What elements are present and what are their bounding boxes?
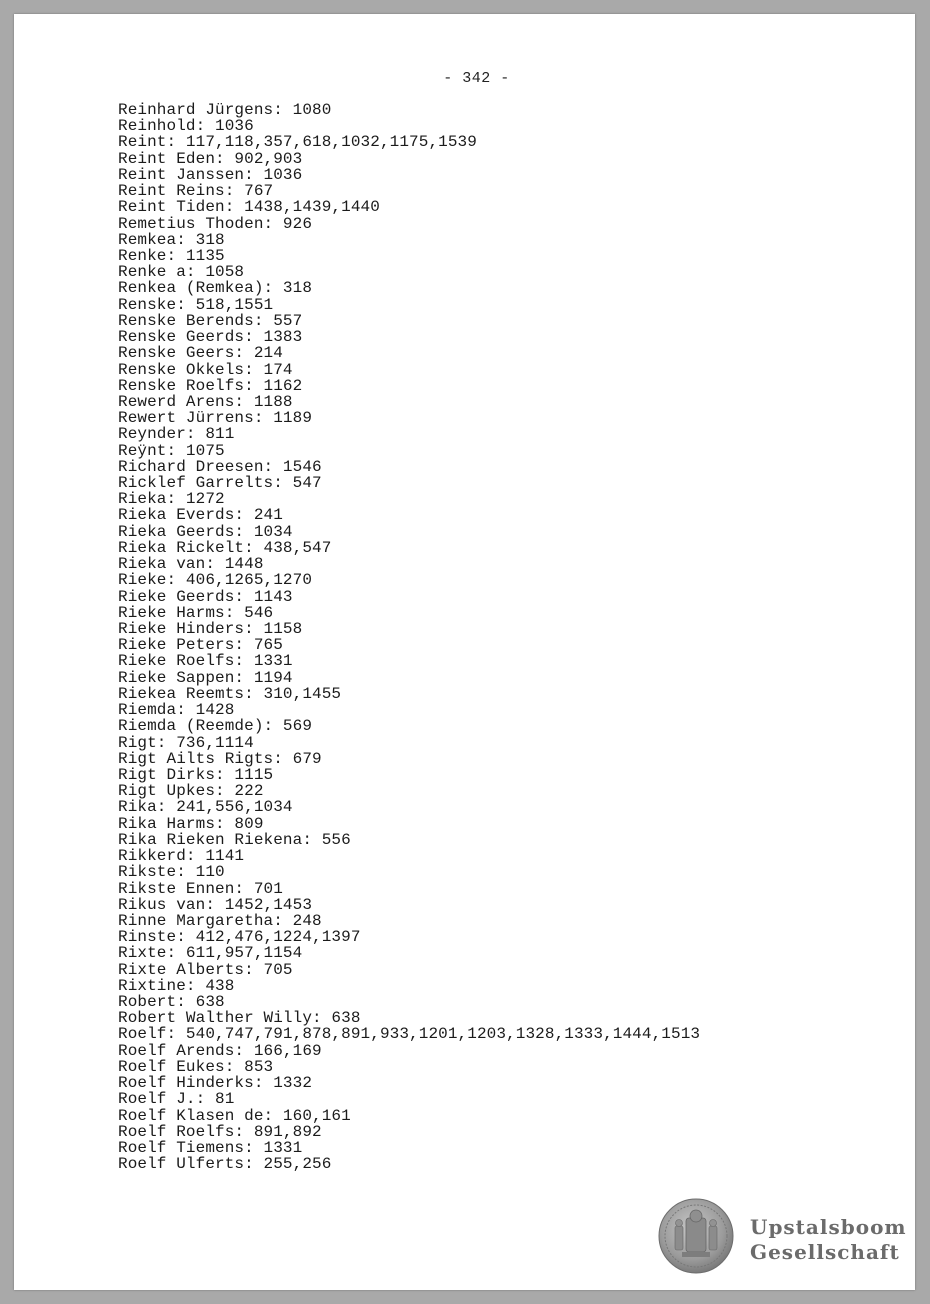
index-entry: Remkea: 318 — [118, 230, 225, 249]
index-entry: Roelf J.: 81 — [118, 1090, 235, 1109]
index-entry: Rewerd Arens: 1188 — [118, 392, 293, 411]
index-entry: Rieka Rickelt: 438,547 — [118, 538, 332, 557]
index-entry: Rika: 241,556,1034 — [118, 798, 293, 817]
page-number: - 342 - — [443, 70, 510, 87]
index-entry: Reint: 117,118,357,618,1032,1175,1539 — [118, 133, 477, 152]
index-entry: Rieke Hinders: 1158 — [118, 620, 303, 638]
index-entry: Reynder: 811 — [118, 425, 235, 444]
index-entry: Roelf: 540,747,791,878,891,933,1201,1203,1328,1333,1444,1513 — [118, 1025, 701, 1044]
index-entry: Reint Tiden: 1438,1439,1440 — [118, 198, 380, 217]
index-entry: Reinhard Jürgens: 1080 — [118, 101, 332, 119]
index-entry: Renke: 1135 — [118, 246, 225, 265]
brand-line-2: Gesellschaft — [750, 1240, 900, 1264]
index-entry: Rixtine: 438 — [118, 976, 235, 995]
index-entry: Roelf Eukes: 853 — [118, 1057, 274, 1076]
index-entry: Robert Walther Willy: 638 — [118, 1009, 361, 1028]
index-entry: Rieke Geerds: 1143 — [118, 587, 293, 606]
index-entry: Renske Roelfs: 1162 — [118, 376, 303, 395]
index-entry: Rieka: 1272 — [118, 490, 225, 509]
index-entry: Renske Geers: 214 — [118, 344, 283, 363]
index-entry: Rikste: 110 — [118, 863, 225, 882]
index-entry: Rikste Ennen: 701 — [118, 879, 283, 898]
index-entry: Rinne Margaretha: 248 — [118, 911, 322, 930]
index-entry: Riemda (Reemde): 569 — [118, 717, 313, 736]
index-entry: Rieka Everds: 241 — [118, 506, 283, 525]
index-entry: Rigt Ailts Rigts: 679 — [118, 749, 322, 768]
index-entry: Reint Reins: 767 — [118, 182, 274, 201]
index-entry: Rigt: 736,1114 — [118, 733, 254, 752]
index-entry: Rika Rieken Riekena: 556 — [118, 830, 351, 849]
index-entry: Robert: 638 — [118, 993, 225, 1012]
index-entry: Rieke: 406,1265,1270 — [118, 571, 313, 590]
index-entry: Roelf Tiemens: 1331 — [118, 1139, 303, 1157]
index-entry: Renke a: 1058 — [118, 263, 245, 282]
index-entry: Rinste: 412,476,1224,1397 — [118, 928, 361, 947]
index-entry: Remetius Thoden: 926 — [118, 214, 313, 233]
index-entry: Richard Dreesen: 1546 — [118, 457, 322, 476]
index-entry: Roelf Hinderks: 1332 — [118, 1074, 313, 1093]
index-entry: Roelf Arends: 166,169 — [118, 1041, 322, 1060]
index-entry: Renske: 518,1551 — [118, 295, 274, 314]
seal-icon — [658, 1198, 734, 1274]
index-entry: Rieke Roelfs: 1331 — [118, 652, 293, 671]
index-entry-list — [118, 102, 700, 1172]
index-entry: Ricklef Garrelts: 547 — [118, 474, 322, 493]
index-entry: Rieke Harms: 546 — [118, 603, 274, 622]
index-entry: Renske Berends: 557 — [118, 311, 303, 330]
index-entry: Rieke Sappen: 1194 — [118, 668, 293, 687]
index-entry: Rigt Upkes: 222 — [118, 782, 264, 801]
index-entry: Riemda: 1428 — [118, 701, 235, 720]
index-entry: Riekea Reemts: 310,1455 — [118, 684, 342, 703]
index-entry: Renske Geerds: 1383 — [118, 328, 303, 347]
index-entry: Reÿnt: 1075 — [118, 441, 225, 460]
document-page — [14, 14, 915, 1290]
index-entry: Reint Janssen: 1036 — [118, 165, 303, 184]
index-entry: Roelf Roelfs: 891,892 — [118, 1122, 322, 1141]
index-entry: Rigt Dirks: 1115 — [118, 765, 274, 784]
index-entry: Renkea (Remkea): 318 — [118, 279, 313, 298]
index-entry: Rewert Jürrens: 1189 — [118, 409, 313, 428]
brand-line-1: Upstalsboom — [750, 1215, 907, 1239]
index-entry: Renske Okkels: 174 — [118, 360, 293, 379]
index-entry: Reint Eden: 902,903 — [118, 149, 303, 168]
brand-name — [750, 1215, 907, 1265]
index-entry: Roelf Ulferts: 255,256 — [118, 1155, 332, 1174]
index-entry: Rixte Alberts: 705 — [118, 960, 293, 979]
index-entry: Rieke Peters: 765 — [118, 636, 283, 655]
index-entry: Rixte: 611,957,1154 — [118, 944, 303, 963]
index-entry: Rieka van: 1448 — [118, 555, 264, 574]
index-entry: Roelf Klasen de: 160,161 — [118, 1106, 351, 1125]
index-entry: Rikkerd: 1141 — [118, 847, 245, 866]
index-entry: Rieka Geerds: 1034 — [118, 522, 293, 541]
index-entry: Rika Harms: 809 — [118, 814, 264, 833]
index-entry: Reinhold: 1036 — [118, 117, 254, 136]
index-entry: Rikus van: 1452,1453 — [118, 895, 313, 914]
